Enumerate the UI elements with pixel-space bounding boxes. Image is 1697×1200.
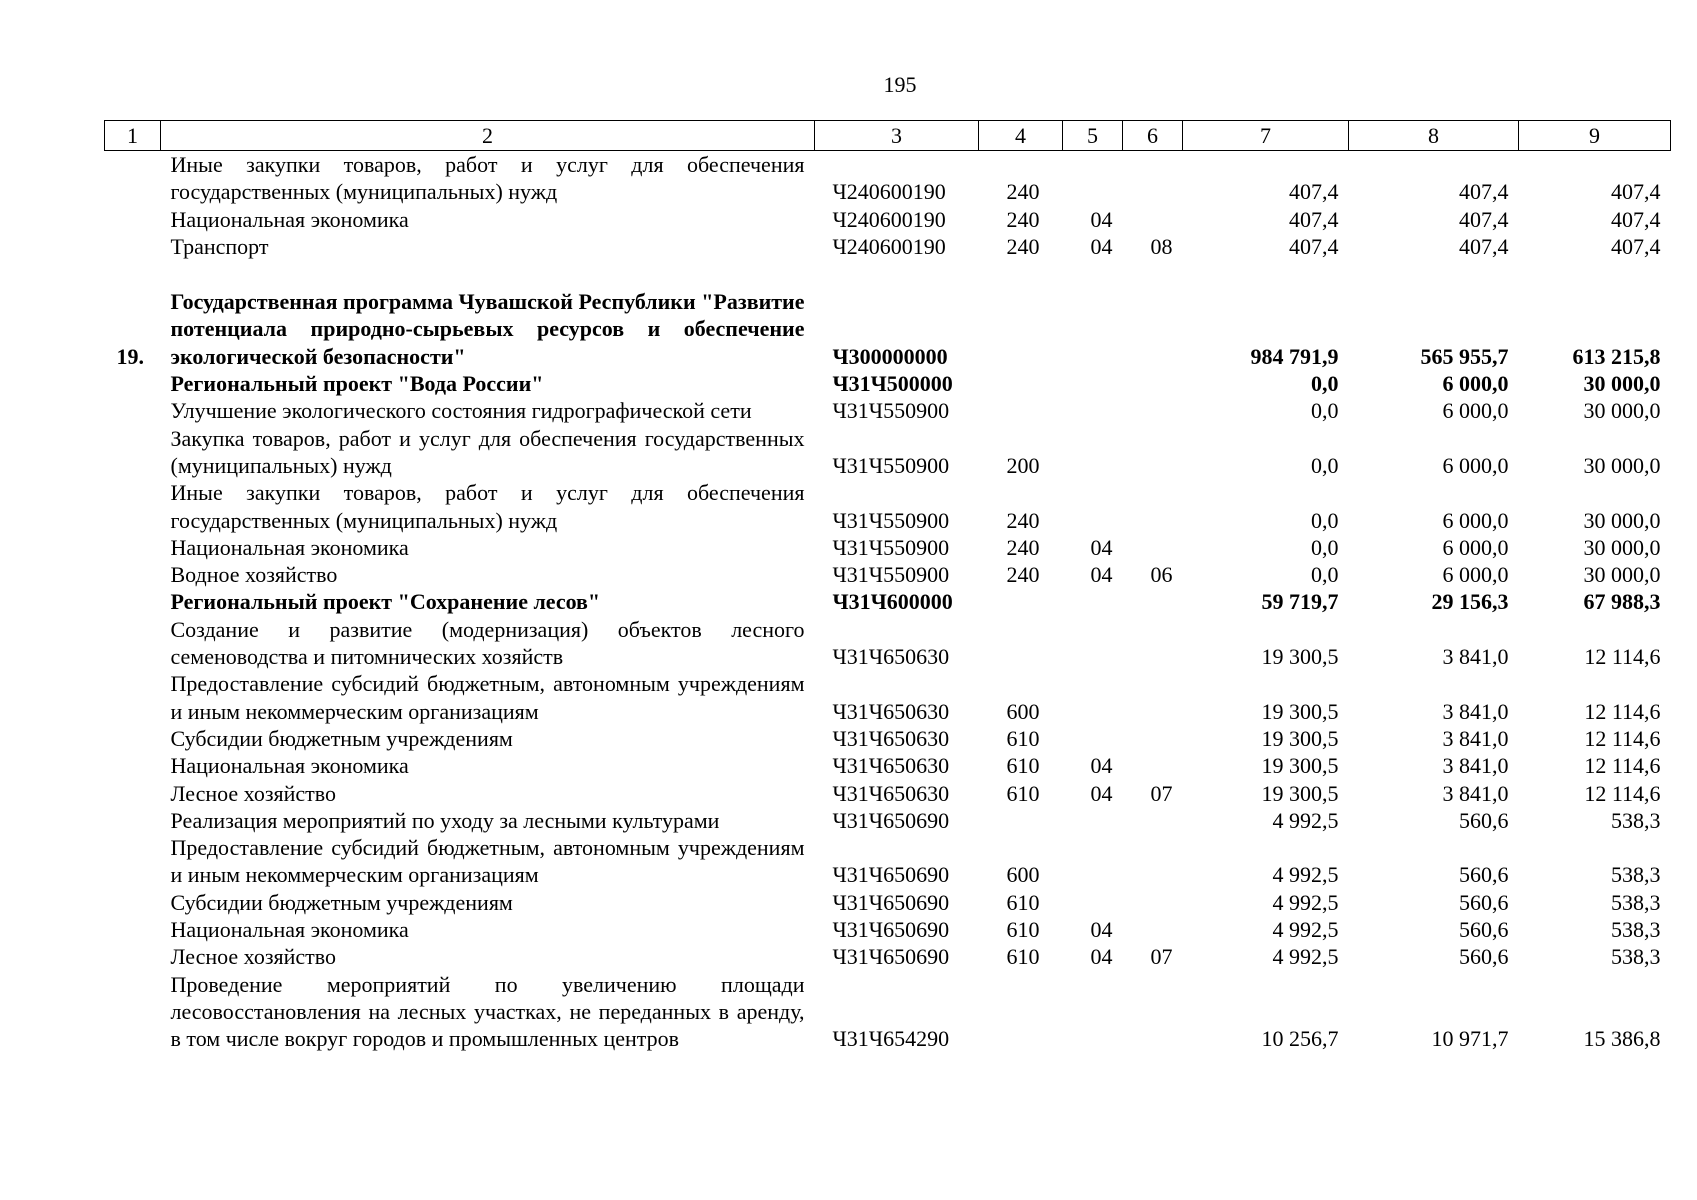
row-amount-col8: 560,6 bbox=[1459, 944, 1509, 970]
row-amount-col7: 407,4 bbox=[1289, 233, 1339, 259]
row-amount-col7: 407,4 bbox=[1289, 179, 1339, 205]
row-target-code: Ч31Ч650630 bbox=[832, 698, 950, 724]
table-row bbox=[105, 206, 1671, 233]
row-amount-col9: 30 000,0 bbox=[1583, 534, 1661, 560]
row-index bbox=[105, 834, 161, 889]
table-row bbox=[105, 971, 1671, 1053]
row-expense-type: 610 bbox=[1006, 917, 1040, 943]
row-target-code: Ч31Ч654290 bbox=[832, 1026, 950, 1052]
row-amount-col8: 29 156,3 bbox=[1431, 589, 1509, 615]
row-description: Иные закупки товаров, работ и услуг для обеспечения государственных (муниципальных) нужд bbox=[170, 152, 805, 205]
row-target-code: Ч31Ч650630 bbox=[832, 780, 950, 806]
row-amount-col9: 12 114,6 bbox=[1584, 780, 1661, 806]
table-row bbox=[105, 616, 1671, 671]
row-index bbox=[105, 725, 161, 752]
table-row bbox=[105, 288, 1671, 370]
header-row bbox=[105, 121, 1671, 151]
row-section bbox=[1063, 889, 1123, 916]
row-description: Предоставление субсидий бюджетным, автономным учреждениям и иным некоммерческим организациям bbox=[170, 835, 805, 888]
row-section: 04 bbox=[1090, 233, 1113, 259]
table-row bbox=[105, 889, 1671, 916]
table-row bbox=[105, 397, 1671, 424]
row-expense-type: 610 bbox=[1006, 725, 1040, 751]
row-section bbox=[1063, 670, 1123, 725]
table-row bbox=[105, 588, 1671, 615]
table-row bbox=[105, 943, 1671, 970]
row-subsection bbox=[1123, 670, 1183, 725]
row-amount-col9: 407,4 bbox=[1611, 233, 1661, 259]
row-expense-type: 240 bbox=[1006, 206, 1040, 232]
row-amount-col7: 4 992,5 bbox=[1272, 889, 1339, 915]
row-description: Национальная экономика bbox=[170, 534, 409, 560]
row-expense-type: 610 bbox=[1006, 889, 1040, 915]
row-subsection bbox=[1123, 397, 1183, 424]
row-subsection: 07 bbox=[1150, 944, 1173, 970]
row-subsection bbox=[1123, 889, 1183, 916]
row-amount-col9: 407,4 bbox=[1611, 206, 1661, 232]
header-cell-5: 5 bbox=[1063, 121, 1123, 151]
row-expense-type: 240 bbox=[1006, 534, 1040, 560]
row-section: 04 bbox=[1090, 753, 1113, 779]
row-amount-col7: 0,0 bbox=[1311, 452, 1339, 478]
row-amount-col7: 407,4 bbox=[1289, 206, 1339, 232]
row-amount-col9: 30 000,0 bbox=[1583, 507, 1661, 533]
row-amount-col8: 6 000,0 bbox=[1442, 534, 1509, 560]
row-amount-col7: 4 992,5 bbox=[1272, 917, 1339, 943]
row-index bbox=[105, 943, 161, 970]
row-target-code: Ч31Ч500000 bbox=[832, 371, 953, 397]
row-description: Субсидии бюджетным учреждениям bbox=[170, 725, 513, 751]
row-subsection bbox=[1123, 971, 1183, 1053]
row-subsection: 07 bbox=[1150, 780, 1173, 806]
row-section: 04 bbox=[1090, 206, 1113, 232]
row-amount-col9: 12 114,6 bbox=[1584, 753, 1661, 779]
row-target-code: Ч31Ч650630 bbox=[832, 753, 950, 779]
row-section: 04 bbox=[1090, 944, 1113, 970]
header-cell-4: 4 bbox=[979, 121, 1063, 151]
row-section bbox=[1063, 288, 1123, 370]
table-row bbox=[105, 479, 1671, 534]
row-amount-col8: 407,4 bbox=[1459, 206, 1509, 232]
row-amount-col9: 15 386,8 bbox=[1583, 1026, 1661, 1052]
row-section bbox=[1063, 151, 1123, 206]
row-target-code: Ч31Ч650690 bbox=[832, 917, 950, 943]
row-index bbox=[105, 206, 161, 233]
row-target-code: Ч31Ч550900 bbox=[832, 562, 950, 588]
row-amount-col8: 6 000,0 bbox=[1442, 371, 1509, 397]
row-section bbox=[1063, 425, 1123, 480]
row-description: Национальная экономика bbox=[170, 917, 409, 943]
budget-table bbox=[104, 120, 1671, 1053]
table-row bbox=[105, 780, 1671, 807]
row-subsection bbox=[1123, 752, 1183, 779]
row-amount-col7: 59 719,7 bbox=[1261, 589, 1339, 615]
row-index bbox=[105, 425, 161, 480]
row-amount-col7: 0,0 bbox=[1311, 562, 1339, 588]
table-row bbox=[105, 670, 1671, 725]
row-index bbox=[105, 233, 161, 260]
row-amount-col7: 10 256,7 bbox=[1261, 1026, 1339, 1052]
table-row bbox=[105, 752, 1671, 779]
row-description: Транспорт bbox=[170, 233, 269, 259]
table-row bbox=[105, 807, 1671, 834]
row-section bbox=[1063, 397, 1123, 424]
row-amount-col8: 407,4 bbox=[1459, 179, 1509, 205]
spacer-row bbox=[105, 260, 1671, 288]
row-section bbox=[1063, 834, 1123, 889]
row-target-code: Ч31Ч600000 bbox=[832, 589, 953, 615]
row-amount-col7: 19 300,5 bbox=[1261, 644, 1339, 670]
row-amount-col7: 4 992,5 bbox=[1272, 807, 1339, 833]
row-amount-col9: 12 114,6 bbox=[1584, 698, 1661, 724]
row-target-code: Ч31Ч650690 bbox=[832, 889, 950, 915]
row-description: Создание и развитие (модернизация) объектов лесного семеноводства и питомнических хозяйств bbox=[170, 616, 805, 670]
table-row bbox=[105, 151, 1671, 206]
row-amount-col8: 565 955,7 bbox=[1420, 343, 1509, 369]
row-subsection bbox=[1123, 916, 1183, 943]
row-expense-type bbox=[979, 971, 1063, 1053]
row-section: 04 bbox=[1090, 562, 1113, 588]
row-expense-type: 240 bbox=[1006, 179, 1040, 205]
row-subsection bbox=[1123, 425, 1183, 480]
row-amount-col8: 560,6 bbox=[1459, 862, 1509, 888]
row-subsection bbox=[1123, 479, 1183, 534]
row-target-code: Ч31Ч550900 bbox=[832, 452, 950, 478]
row-amount-col8: 3 841,0 bbox=[1442, 753, 1509, 779]
row-amount-col9: 538,3 bbox=[1611, 889, 1661, 915]
row-section bbox=[1063, 616, 1123, 671]
row-amount-col7: 0,0 bbox=[1311, 507, 1339, 533]
header-cell-7: 7 bbox=[1183, 121, 1349, 151]
row-amount-col8: 6 000,0 bbox=[1442, 398, 1509, 424]
row-target-code: Ч31Ч650690 bbox=[832, 944, 950, 970]
row-index bbox=[105, 780, 161, 807]
spacer-cell bbox=[105, 260, 1671, 288]
row-subsection bbox=[1123, 807, 1183, 834]
row-target-code: Ч240600190 bbox=[832, 233, 946, 259]
row-amount-col8: 10 971,7 bbox=[1431, 1026, 1509, 1052]
row-amount-col8: 3 841,0 bbox=[1442, 698, 1509, 724]
row-index: 19. bbox=[116, 343, 144, 369]
row-section bbox=[1063, 725, 1123, 752]
row-expense-type bbox=[979, 397, 1063, 424]
row-expense-type bbox=[979, 807, 1063, 834]
row-description: Закупка товаров, работ и услуг для обеспечения государственных (муниципальных) нужд bbox=[170, 425, 805, 478]
row-description: Реализация мероприятий по уходу за лесными культурами bbox=[170, 807, 720, 833]
row-target-code: Ч31Ч550900 bbox=[832, 534, 950, 560]
row-description: Региональный проект "Сохранение лесов" bbox=[170, 589, 601, 615]
table-header bbox=[105, 121, 1671, 151]
row-expense-type bbox=[979, 288, 1063, 370]
row-section bbox=[1063, 370, 1123, 397]
row-description: Предоставление субсидий бюджетным, автономным учреждениям и иным некоммерческим организациям bbox=[170, 671, 805, 724]
row-index bbox=[105, 534, 161, 561]
row-amount-col9: 30 000,0 bbox=[1583, 452, 1661, 478]
row-amount-col9: 30 000,0 bbox=[1583, 398, 1661, 424]
row-section bbox=[1063, 807, 1123, 834]
row-amount-col9: 538,3 bbox=[1611, 944, 1661, 970]
row-amount-col9: 67 988,3 bbox=[1583, 589, 1661, 615]
row-index bbox=[105, 588, 161, 615]
page-number: 195 bbox=[883, 72, 917, 97]
header-cell-1: 1 bbox=[105, 121, 161, 151]
row-amount-col7: 19 300,5 bbox=[1261, 753, 1339, 779]
row-amount-col7: 4 992,5 bbox=[1272, 862, 1339, 888]
table-row bbox=[105, 233, 1671, 260]
row-index bbox=[105, 561, 161, 588]
row-amount-col8: 3 841,0 bbox=[1442, 780, 1509, 806]
row-expense-type: 200 bbox=[1006, 452, 1040, 478]
row-description: Национальная экономика bbox=[170, 753, 409, 779]
row-target-code: Ч31Ч550900 bbox=[832, 398, 950, 424]
row-index bbox=[105, 479, 161, 534]
row-subsection bbox=[1123, 616, 1183, 671]
row-amount-col7: 19 300,5 bbox=[1261, 725, 1339, 751]
row-description: Улучшение экологического состояния гидрографической сети bbox=[170, 398, 752, 424]
header-cell-2: 2 bbox=[161, 121, 815, 151]
table-row bbox=[105, 425, 1671, 480]
row-amount-col9: 30 000,0 bbox=[1583, 562, 1661, 588]
row-amount-col8: 407,4 bbox=[1459, 233, 1509, 259]
row-expense-type: 610 bbox=[1006, 780, 1040, 806]
row-subsection bbox=[1123, 206, 1183, 233]
row-index bbox=[105, 616, 161, 671]
row-amount-col7: 19 300,5 bbox=[1261, 780, 1339, 806]
row-description: Лесное хозяйство bbox=[170, 944, 337, 970]
row-target-code: Ч300000000 bbox=[832, 343, 948, 369]
table-row bbox=[105, 561, 1671, 588]
row-section: 04 bbox=[1090, 780, 1113, 806]
row-amount-col8: 3 841,0 bbox=[1442, 725, 1509, 751]
row-subsection: 06 bbox=[1150, 562, 1173, 588]
row-amount-col9: 12 114,6 bbox=[1584, 725, 1661, 751]
row-subsection bbox=[1123, 725, 1183, 752]
row-index bbox=[105, 889, 161, 916]
row-target-code: Ч240600190 bbox=[832, 206, 946, 232]
row-amount-col9: 30 000,0 bbox=[1583, 371, 1661, 397]
row-expense-type: 600 bbox=[1006, 862, 1040, 888]
row-index bbox=[105, 916, 161, 943]
row-amount-col7: 4 992,5 bbox=[1272, 944, 1339, 970]
row-expense-type bbox=[979, 588, 1063, 615]
row-target-code: Ч31Ч650630 bbox=[832, 644, 950, 670]
header-cell-3: 3 bbox=[815, 121, 979, 151]
row-section: 04 bbox=[1090, 917, 1113, 943]
row-description: Субсидии бюджетным учреждениям bbox=[170, 889, 513, 915]
header-cell-6: 6 bbox=[1123, 121, 1183, 151]
row-amount-col9: 12 114,6 bbox=[1584, 644, 1661, 670]
row-description: Государственная программа Чувашской Республики "Развитие потенциала природно-сырьевых ресурсов и обеспечение экологической безопасности" bbox=[170, 289, 805, 369]
row-amount-col7: 0,0 bbox=[1311, 534, 1339, 560]
row-index bbox=[105, 971, 161, 1053]
row-index bbox=[105, 807, 161, 834]
row-expense-type: 240 bbox=[1006, 507, 1040, 533]
row-target-code: Ч31Ч650630 bbox=[832, 725, 950, 751]
table-body bbox=[105, 151, 1671, 1053]
row-amount-col7: 0,0 bbox=[1311, 398, 1339, 424]
row-amount-col8: 560,6 bbox=[1459, 807, 1509, 833]
row-amount-col9: 538,3 bbox=[1611, 807, 1661, 833]
row-amount-col8: 560,6 bbox=[1459, 889, 1509, 915]
row-amount-col9: 407,4 bbox=[1611, 179, 1661, 205]
row-amount-col7: 19 300,5 bbox=[1261, 698, 1339, 724]
row-index bbox=[105, 752, 161, 779]
row-expense-type: 610 bbox=[1006, 944, 1040, 970]
header-cell-9: 9 bbox=[1519, 121, 1671, 151]
row-expense-type: 240 bbox=[1006, 562, 1040, 588]
row-amount-col9: 538,3 bbox=[1611, 917, 1661, 943]
row-subsection bbox=[1123, 370, 1183, 397]
row-amount-col8: 6 000,0 bbox=[1442, 507, 1509, 533]
row-subsection bbox=[1123, 534, 1183, 561]
row-expense-type bbox=[979, 370, 1063, 397]
row-expense-type: 240 bbox=[1006, 233, 1040, 259]
row-description: Региональный проект "Вода России" bbox=[170, 371, 544, 397]
row-target-code: Ч240600190 bbox=[832, 179, 946, 205]
table-row bbox=[105, 834, 1671, 889]
row-amount-col8: 560,6 bbox=[1459, 917, 1509, 943]
row-amount-col9: 613 215,8 bbox=[1572, 343, 1661, 369]
row-section bbox=[1063, 588, 1123, 615]
row-amount-col8: 3 841,0 bbox=[1442, 644, 1509, 670]
row-amount-col8: 6 000,0 bbox=[1442, 562, 1509, 588]
row-target-code: Ч31Ч650690 bbox=[832, 862, 950, 888]
row-section: 04 bbox=[1090, 534, 1113, 560]
row-expense-type: 610 bbox=[1006, 753, 1040, 779]
row-description: Лесное хозяйство bbox=[170, 780, 337, 806]
table-row bbox=[105, 534, 1671, 561]
row-amount-col7: 0,0 bbox=[1311, 371, 1339, 397]
header-cell-8: 8 bbox=[1349, 121, 1519, 151]
row-section bbox=[1063, 971, 1123, 1053]
row-description: Водное хозяйство bbox=[170, 562, 338, 588]
row-index bbox=[105, 370, 161, 397]
row-expense-type bbox=[979, 616, 1063, 671]
row-description: Иные закупки товаров, работ и услуг для обеспечения государственных (муниципальных) нужд bbox=[170, 480, 805, 533]
row-subsection: 08 bbox=[1150, 233, 1173, 259]
row-target-code: Ч31Ч650690 bbox=[832, 807, 950, 833]
row-subsection bbox=[1123, 834, 1183, 889]
row-index bbox=[105, 397, 161, 424]
table-row bbox=[105, 725, 1671, 752]
row-target-code: Ч31Ч550900 bbox=[832, 507, 950, 533]
row-subsection bbox=[1123, 151, 1183, 206]
row-subsection bbox=[1123, 288, 1183, 370]
table-row bbox=[105, 916, 1671, 943]
row-index bbox=[105, 670, 161, 725]
row-amount-col8: 6 000,0 bbox=[1442, 452, 1509, 478]
row-description: Проведение мероприятий по увеличению площади лесовосстановления на лесных участках, не переданных в аренду, в том числе вокруг городов и промышленных центров bbox=[170, 971, 805, 1052]
table-row bbox=[105, 370, 1671, 397]
row-subsection bbox=[1123, 588, 1183, 615]
row-amount-col9: 538,3 bbox=[1611, 862, 1661, 888]
row-amount-col7: 984 791,9 bbox=[1250, 343, 1339, 369]
row-section bbox=[1063, 479, 1123, 534]
row-expense-type: 600 bbox=[1006, 698, 1040, 724]
row-description: Национальная экономика bbox=[170, 206, 409, 232]
row-index bbox=[105, 151, 161, 206]
